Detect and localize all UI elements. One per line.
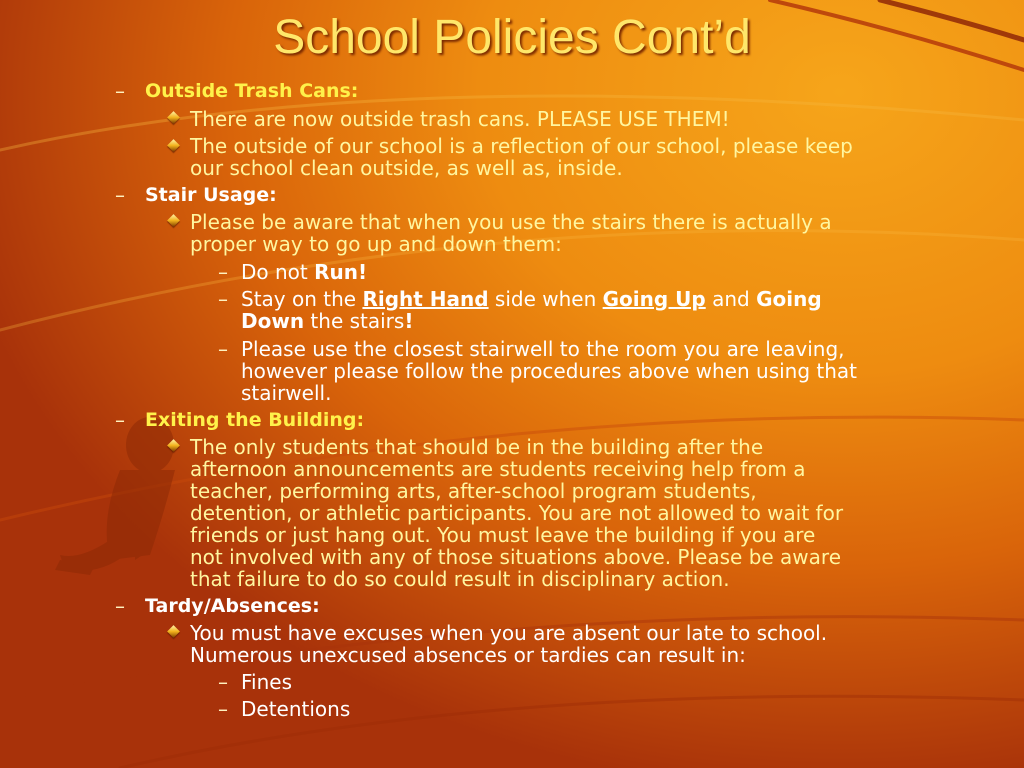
bullet-text-continued: friends or just hang out. You must leave the building if you are	[190, 523, 816, 547]
bullet-text-continued: afternoon announcements are students receiving help from a	[190, 457, 806, 481]
bullet-diamond-icon	[167, 625, 180, 638]
bullet-text-continued: teacher, performing arts, after-school program students,	[190, 479, 757, 503]
section-heading-tardy: Tardy/Absences:	[145, 595, 320, 617]
bullet-text-continued: Numerous unexcused absences or tardies can result in:	[190, 643, 746, 667]
stair-rule-closest-continued: however please follow the procedures above when using that	[241, 359, 858, 383]
bullet-text: The only students that should be in the building after the	[190, 435, 764, 459]
consequence-item: Detentions	[241, 697, 351, 721]
stair-rule-run: Do not Run!	[241, 260, 368, 284]
bullet-text: The outside of our school is a reflection of our school, please keep	[190, 134, 853, 158]
section-heading-stair-usage: Stair Usage:	[145, 184, 277, 206]
dash-bullet: –	[115, 408, 125, 432]
bullet-text-continued: our school clean outside, as well as, inside.	[190, 156, 623, 180]
bullet-diamond-icon	[167, 439, 180, 452]
dash-bullet: –	[115, 594, 125, 618]
bullet-text: You must have excuses when you are absent our late to school.	[190, 621, 828, 645]
dash-bullet: –	[115, 79, 125, 103]
stair-rule-right-hand: Stay on the Right Hand side when Going Up and Going	[241, 287, 822, 311]
dash-bullet: –	[218, 337, 228, 361]
page-title: School Policies Cont’d	[273, 11, 751, 64]
bullet-text-continued: proper way to go up and down them:	[190, 232, 562, 256]
bullet-text-continued: detention, or athletic participants. You are not allowed to wait for	[190, 501, 844, 525]
consequence-item: Fines	[241, 670, 293, 694]
dash-bullet: –	[218, 670, 228, 694]
dash-bullet: –	[115, 183, 125, 207]
stair-rule-right-hand-continued: Down the stairs!	[241, 309, 414, 333]
dash-bullet: –	[218, 260, 228, 284]
bullet-diamond-icon	[167, 139, 180, 152]
bullet-text: Please be aware that when you use the stairs there is actually a	[190, 210, 832, 234]
bullet-diamond-icon	[167, 214, 180, 227]
dash-bullet: –	[218, 287, 228, 311]
stair-rule-closest: Please use the closest stairwell to the room you are leaving,	[241, 337, 845, 361]
stair-rule-closest-continued: stairwell.	[241, 381, 332, 405]
section-heading-trash-cans: Outside Trash Cans:	[145, 80, 359, 102]
bullet-text: There are now outside trash cans. PLEASE USE THEM!	[190, 107, 730, 131]
bullet-text-continued: not involved with any of those situations above. Please be aware	[190, 545, 842, 569]
bullet-text-continued: that failure to do so could result in disciplinary action.	[190, 567, 730, 591]
dash-bullet: –	[218, 697, 228, 721]
bullet-diamond-icon	[167, 111, 180, 124]
section-heading-exiting: Exiting the Building:	[145, 409, 365, 431]
